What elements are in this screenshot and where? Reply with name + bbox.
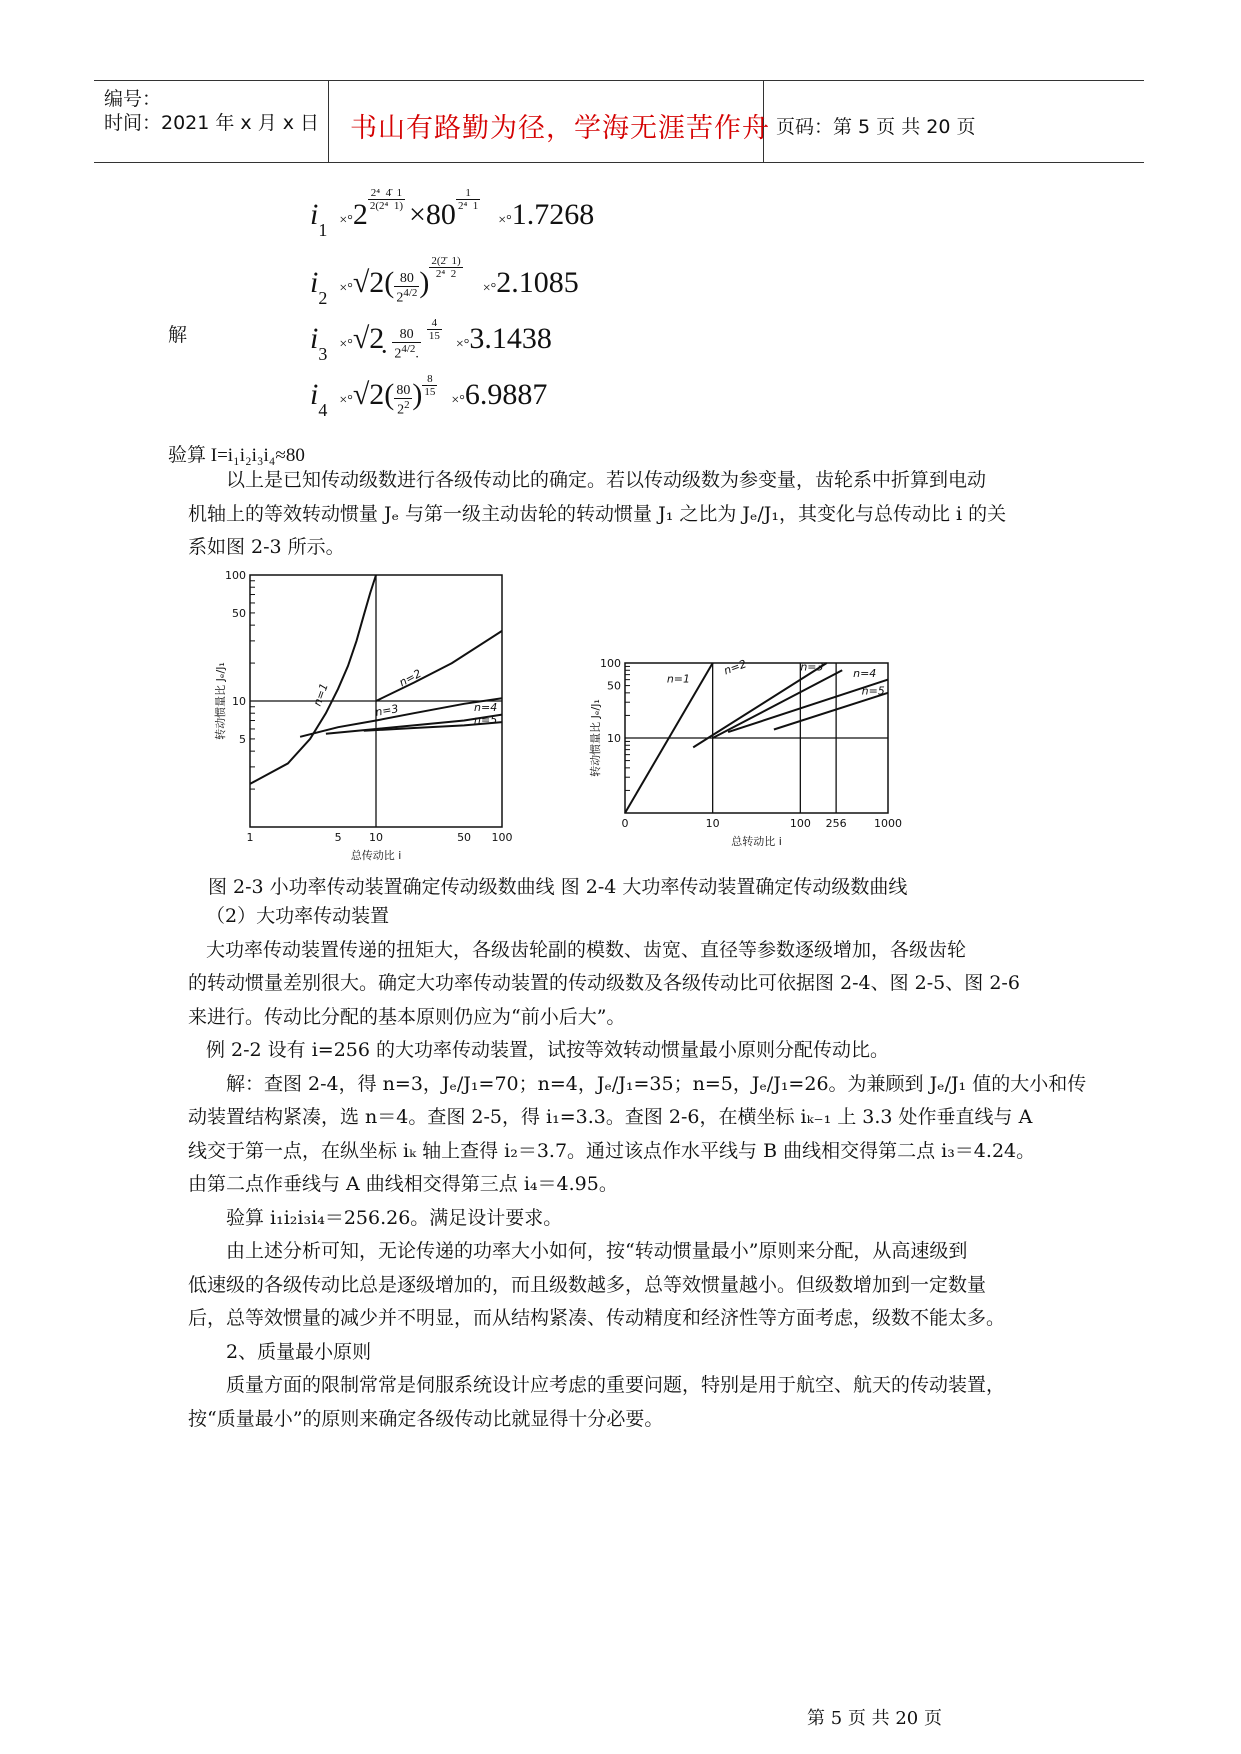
paragraph-3-line-2: 低速级的各级传动比总是逐级增加的，而且级数越多，总等效惯量越小。但级数增加到一定数量 — [188, 1273, 987, 1296]
x-axis-label: 总转动比 i — [731, 835, 782, 848]
formula-i1-eq: ×° — [339, 213, 353, 228]
paragraph-1-line-2: 机轴上的等效转动惯量 Jₑ 与第一级主动齿轮的转动惯量 J₁ 之比为 Jₑ/J₁，其变化与总传动比 i 的关 — [188, 502, 1007, 525]
series-line-n=2 — [376, 631, 502, 701]
formula-i4-value: 6.9887 — [464, 378, 548, 411]
series-label-n=5: n=5 — [861, 684, 885, 698]
chart-fig-2-3 — [210, 565, 520, 865]
header-motto: 书山有路勤为径，学海无涯苦作舟 — [350, 113, 770, 144]
series-label-n=3: n=3 — [374, 702, 400, 719]
formula-i2-sub: 2 — [318, 288, 328, 308]
formula-i2-var: i — [310, 266, 319, 299]
y-tick-label: 100 — [600, 657, 621, 670]
page-footer: 第 5 页 共 20 页 — [807, 1708, 942, 1729]
formula-i4: i4 ×°√2( $\frac{80}{2^2}$ ) $^{\frac{8}{15}}$ ×°6.9887 — [310, 372, 548, 420]
paragraph-1-line-1: 以上是已知传动级数进行各级传动比的确定。若以传动级数为参变量，齿轮系中折算到电动 — [226, 469, 987, 491]
section-mass-min-title: 2、质量最小原则 — [226, 1340, 372, 1363]
x-tick-label: 100 — [491, 831, 513, 844]
paragraph-3-line-1: 由上述分析可知，无论传递的功率大小如何，按“转动惯量最小”原则来分配，从高速级到 — [226, 1240, 968, 1262]
paragraph-4-line-2: 按“质量最小”的原则来确定各级传动比就显得十分必要。 — [188, 1407, 664, 1430]
series-line-n=1 — [250, 575, 376, 784]
series-label-n=4: n=4 — [474, 701, 498, 715]
paragraph-2-line-3: 来进行。传动比分配的基本原则仍应为“前小后大”。 — [188, 1005, 626, 1028]
paragraph-2-line-1: 大功率传动装置传递的扭矩大，各级齿轮副的模数、齿宽、直径等参数逐级增加，各级齿轮 — [206, 938, 967, 961]
formula-i2-value: 2.1085 — [496, 266, 579, 299]
header-time: 时间：2021 年 x 月 x 日 — [104, 112, 320, 134]
formula-i1: i1 ×°2 $^{\frac{\text{2⁴ 4̄ 1}}{\text{2(2⁴ 1)}}}$ ×80 $^{\frac{1}{\text{2⁴ 1}}}$ ×°1.7268 — [310, 186, 595, 240]
formula-i1-value: 1.7268 — [511, 198, 595, 231]
series-label-n=1: n=1 — [310, 681, 331, 708]
y-tick-label: 100 — [225, 569, 246, 582]
x-tick-label: 10 — [369, 831, 383, 844]
paragraph-3-line-3: 后，总等效惯量的减少并不明显，而从结构紧凑、传动精度和经济性等方面考虑，级数不能太多。 — [188, 1307, 1006, 1329]
solution-line-1: 解：查图 2-4，得 n=3，Jₑ/J₁=70；n=4，Jₑ/J₁=35；n=5，Jₑ/J₁=26。为兼顾到 Jₑ/J₁ 值的大小和传 — [226, 1072, 1087, 1095]
solution-line-2: 动装置结构紧凑，选 n＝4。查图 2-5，得 i₁=3.3。查图 2-6，在横坐标 iₖ₋₁ 上 3.3 处作垂直线与 A — [188, 1106, 1033, 1128]
series-label-n=4: n=4 — [853, 667, 877, 681]
y-tick-label: 10 — [232, 695, 246, 708]
formula-i3-var: i — [310, 322, 319, 355]
series-label-n=1: n=1 — [666, 672, 691, 686]
series-label-n=3: n=3 — [800, 660, 824, 674]
formula-i2: i2 ×°√2( $\frac{80}{2^{4/2}}$ ) $^{\frac{2(2̄ 1)}{\text{2⁴ 2}}}$ ×°2.1085 — [310, 254, 579, 308]
figure-caption: 图 2-3 小功率传动装置确定传动级数曲线 图 2-4 大功率传动装置确定传动级数曲线 — [208, 876, 908, 898]
formula-i3: i3 ×°√2̣ $\frac{80}{2^{4/2}.}$ $^{\frac{4}{15}}$ ×°3.1438 — [310, 316, 552, 364]
x-axis-label: 总传动比 i — [350, 849, 402, 862]
y-tick-label: 5 — [239, 732, 246, 746]
header-number: 编号： — [104, 88, 162, 110]
y-axis-label: 转动惯量比 Jₑ/J₁ — [214, 662, 227, 740]
solution-line-3: 线交于第一点，在纵坐标 iₖ 轴上查得 i₂＝3.7。通过该点作水平线与 B 曲线相交得第二点 i₃＝4.24。 — [188, 1139, 1036, 1162]
paragraph-2-line-2: 的转动惯量差别很大。确定大功率传动装置的传动级数及各级传动比可依据图 2-4、图 2-5、图 2-6 — [188, 972, 1020, 994]
y-tick-label: 50 — [607, 679, 621, 693]
x-tick-label: 50 — [457, 831, 472, 844]
formula-i4-var: i — [310, 378, 319, 411]
example-2-2: 例 2-2 设有 i=256 的大功率传动装置，试按等效转动惯量最小原则分配传动比。 — [206, 1039, 890, 1061]
x-tick-label: 100 — [789, 817, 811, 830]
y-tick-label: 50 — [232, 606, 246, 620]
paragraph-4-line-1: 质量方面的限制常常是伺服系统设计应考虑的重要问题，特别是用于航空、航天的传动装置， — [226, 1374, 1006, 1396]
series-label-n=2: n=2 — [722, 657, 749, 678]
header-divider-left — [328, 80, 329, 163]
header-page: 页码：第 5 页 共 20 页 — [776, 116, 976, 138]
series-label-n=5: n=5 — [474, 713, 498, 727]
x-tick-label: 10 — [705, 817, 720, 830]
paragraph-1 — [188, 464, 1058, 565]
solution-line-4: 由第二点作垂线与 A 曲线相交得第三点 i₄＝4.95。 — [188, 1173, 618, 1195]
header-bottom-rule — [94, 162, 1144, 163]
paragraph-1-line-3: 系如图 2-3 所示。 — [188, 536, 345, 558]
x-tick-label: 5 — [334, 831, 342, 844]
chart-fig-2-4 — [570, 655, 910, 865]
check-line: 验算 I=i₁i₂i₃i₄≈80 — [168, 445, 305, 466]
formula-i1-var: i — [310, 198, 319, 231]
y-tick-label: 10 — [607, 732, 621, 745]
formula-i3-sub: 3 — [318, 344, 328, 364]
x-tick-label: 0 — [621, 817, 629, 830]
solution-label: 解 — [168, 325, 188, 346]
formula-i1-sub: 1 — [318, 220, 328, 240]
x-tick-label: 256 — [825, 817, 847, 830]
y-axis-label: 转动惯量比 Jₑ/J₁ — [589, 699, 602, 777]
series-label-n=2: n=2 — [397, 666, 424, 690]
x-tick-label: 1 — [246, 831, 254, 844]
header-top-rule — [94, 80, 1144, 81]
section-large-power-title: （2）大功率传动装置 — [206, 905, 390, 927]
check-line-2: 验算 i₁i₂i₃i₄＝256.26。满足设计要求。 — [226, 1206, 563, 1229]
section-large-power — [188, 900, 1087, 1436]
formula-i3-value: 3.1438 — [469, 322, 552, 355]
formula-i4-sub: 4 — [318, 400, 328, 420]
x-tick-label: 1000 — [874, 817, 902, 830]
